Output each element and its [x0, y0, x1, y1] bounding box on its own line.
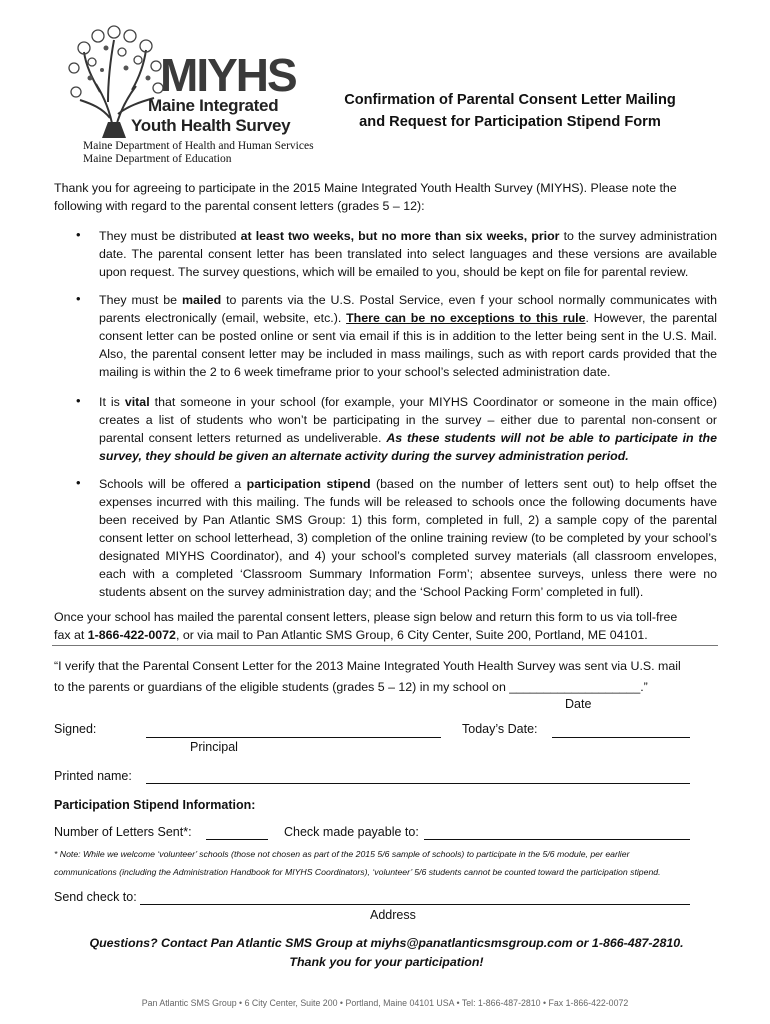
letters-sent-field[interactable]: [206, 839, 268, 840]
stipend-note-line-2: communications (including the Administration Handbook for MIYHS Coordinators), ‘volunteer’ 5/6 students cannot be counted toward the participation stipend.: [54, 867, 661, 877]
send-check-label: Send check to:: [54, 890, 137, 904]
address-caption: Address: [370, 908, 416, 922]
bullet-item-mailing: They must be mailed to parents via the U.S. Postal Service, even f your school normally communicates with parents electronically (email, website, etc.). There can be no exceptions to this rule. However, the parental consent letter can be posted online or sent via email if this is in addition to the letter being sent in the U.S. Mail. Also, the parental consent letter may be included in mass mailings, such as with report cards provided that the mailing is within the 2 to 6 week timeframe prior to your school’s selected administration date.: [99, 293, 718, 379]
signature-field[interactable]: [146, 737, 441, 738]
bullet-marker: •: [76, 291, 81, 306]
return-line-1: Once your school has mailed the parental consent letters, please sign below and return this form to us via toll-free: [54, 610, 678, 624]
date-caption: Date: [565, 697, 592, 711]
bullet-marker: •: [76, 475, 81, 490]
bullet-marker: •: [76, 393, 81, 408]
principal-caption: Principal: [190, 740, 238, 754]
stipend-note-line-1: * Note: While we welcome ‘volunteer’ schools (those not chosen as part of the 2015 5/6 sample of schools) to participate in the 5/6 module, per earlier: [54, 849, 630, 859]
letters-sent-label: Number of Letters Sent*:: [54, 825, 192, 839]
send-check-address-field[interactable]: [140, 904, 690, 905]
bullet-marker: •: [76, 227, 81, 242]
bullet-item-distribution: They must be distributed at least two weeks, but no more than six weeks, prior to the survey administration date. The parental consent letter has been translated into select languages and these versions are available upon request. The survey questions, which will be emailed to you, should be kept on file for parental review.: [99, 229, 717, 279]
thank-you: Thank you for your participation!: [289, 955, 484, 969]
page-footer: Pan Atlantic SMS Group • 6 City Center, Suite 200 • Portland, Maine 04101 USA • Tel: 1-866-487-2810 • Fax 1-866-422-0072: [141, 998, 629, 1008]
signed-label: Signed:: [54, 722, 97, 736]
page-title-line-1: Confirmation of Parental Consent Letter Mailing: [344, 92, 676, 108]
bullet-item-nonparticipants: It is vital that someone in your school (for example, your MIYHS Coordinator or someone in the main office) creates a list of students who won’t be participating in the survey – either due to parental non-consent or parental consent letters returned as undeliverable. As these students will not be able to participate in the survey, they should be given an alternate activity during the survey administration period.: [99, 395, 718, 463]
logo-line-1: Maine Integrated: [148, 96, 279, 115]
stipend-heading: Participation Stipend Information:: [54, 798, 256, 812]
logo-line-2: Youth Health Survey: [131, 116, 291, 135]
verify-line-1: “I verify that the Parental Consent Letter for the 2013 Maine Integrated Youth Health Survey was sent via U.S. mail: [54, 659, 681, 673]
todays-date-label: Today’s Date:: [462, 722, 538, 736]
bullet-item-stipend: Schools will be offered a participation stipend (based on the number of letters sent out) to help offset the expenses incurred with this mailing. The funds will be released to schools once the following documents have been received by Pan Atlantic SMS Group: 1) this form, completed in full, 2) a sample copy of the parental consent letter on school letterhead, 3) completion of the online training review (to be completed by your school’s designated MIYHS Coordinator), and 4) your school’s completed survey materials (all classroom envelopes, each with a completed ‘Classroom Summary Information Form’; absentee surveys, unless there were no students absent on the survey administration day; and the ‘School Packing Form’ completed in full).: [99, 477, 717, 599]
payable-to-label: Check made payable to:: [284, 825, 419, 839]
printed-name-label: Printed name:: [54, 769, 132, 783]
todays-date-field[interactable]: [552, 737, 690, 738]
return-line-2: fax at 1-866-422-0072, or via mail to Pan Atlantic SMS Group, 6 City Center, Suite 200, Portland, ME 04101.: [54, 628, 648, 642]
intro-line-2: following with regard to the parental consent letters (grades 5 – 12):: [54, 199, 425, 213]
logo-department-2: Maine Department of Education: [83, 153, 232, 165]
logo-acronym: MIYHS: [160, 49, 296, 101]
verify-line-2: to the parents or guardians of the eligible students (grades 5 – 12) in my school on ___________________.”: [54, 680, 648, 694]
page-title-line-2: and Request for Participation Stipend Form: [359, 114, 661, 130]
logo-department-1: Maine Department of Health and Human Services: [83, 140, 314, 152]
questions-contact: Questions? Contact Pan Atlantic SMS Group at miyhs@panatlanticsmsgroup.com or 1-866-487-2810.: [89, 936, 684, 950]
intro-line-1: Thank you for agreeing to participate in the 2015 Maine Integrated Youth Health Survey (MIYHS). Please note the: [54, 181, 677, 195]
divider: [52, 645, 718, 646]
printed-name-field[interactable]: [146, 783, 690, 784]
payable-to-field[interactable]: [424, 839, 690, 840]
